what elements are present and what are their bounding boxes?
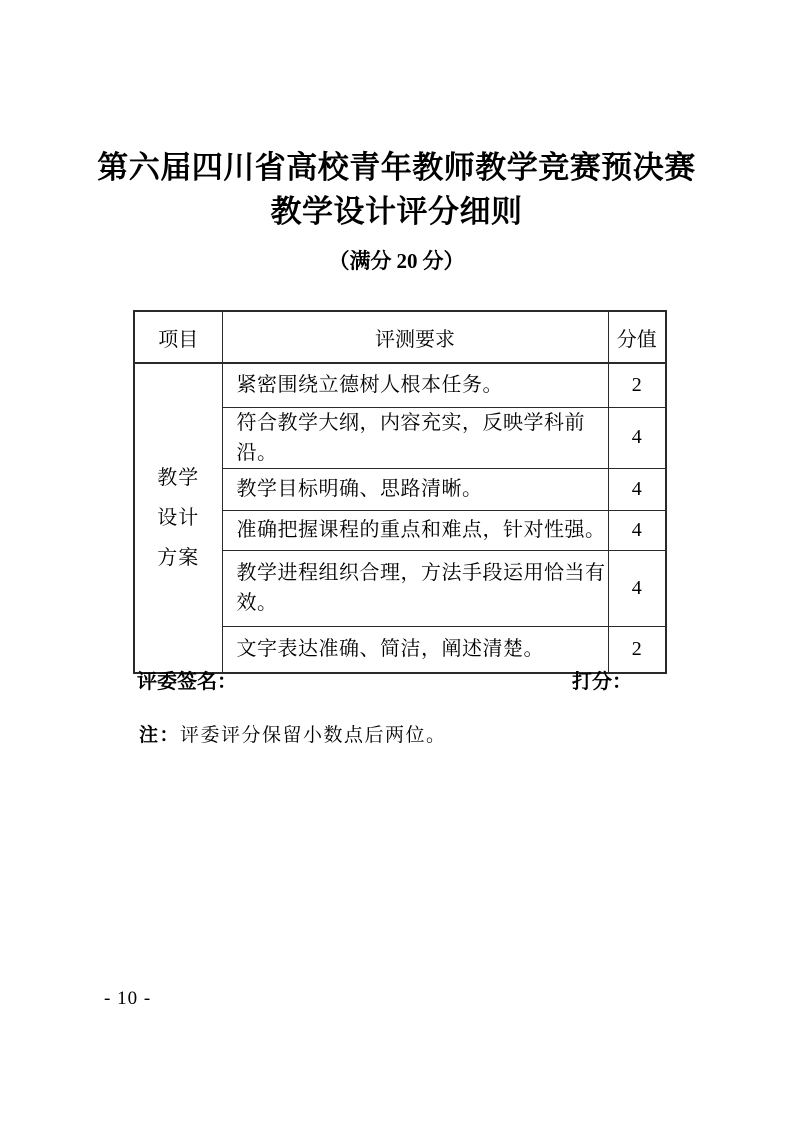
subtitle-max-score: 20 [396,249,418,273]
requirement-cell: 教学进程组织合理，方法手段运用恰当有效。 [222,550,608,626]
document-title-line2: 教学设计评分细则 [270,194,523,229]
score-cell: 4 [608,510,666,550]
note-line [139,720,447,747]
page-number: - 10 - [104,988,152,1009]
header-item: 项目 [134,311,222,363]
requirement-cell: 教学目标明确、思路清晰。 [222,468,608,510]
header-requirement: 评测要求 [222,311,608,363]
document-subtitle [0,249,793,274]
document-title-line1: 第六届四川省高校青年教师教学竞赛预决赛 [97,150,696,185]
table-header-row [134,311,666,363]
category-cell [134,363,222,673]
requirement-cell: 紧密围绕立德树人根本任务。 [222,363,608,407]
category-line: 设计 [157,507,200,529]
table-row [134,363,666,407]
judge-signature-label: 评委签名： [137,671,237,693]
requirement-cell: 符合教学大纲，内容充实，反映学科前沿。 [222,407,608,468]
note-body: 评委评分保留小数点后两位。 [180,725,447,746]
subtitle-prefix: （满分 [328,250,392,273]
score-cell: 2 [608,626,666,673]
category-line: 方案 [157,547,200,569]
score-cell: 2 [608,363,666,407]
score-cell: 4 [608,407,666,468]
score-cell: 4 [608,550,666,626]
score-cell: 4 [608,468,666,510]
requirement-cell: 文字表达准确、简洁，阐述清楚。 [222,626,608,673]
subtitle-suffix: 分） [422,250,465,273]
header-score: 分值 [608,311,666,363]
category-line: 教学 [157,467,200,489]
note-prefix: 注： [139,725,181,746]
score-entry-label: 打分： [572,671,632,693]
signature-row [0,665,793,691]
requirement-cell: 准确把握课程的重点和难点，针对性强。 [222,510,608,550]
scoring-rubric-table [133,310,667,674]
title-block [0,146,793,274]
